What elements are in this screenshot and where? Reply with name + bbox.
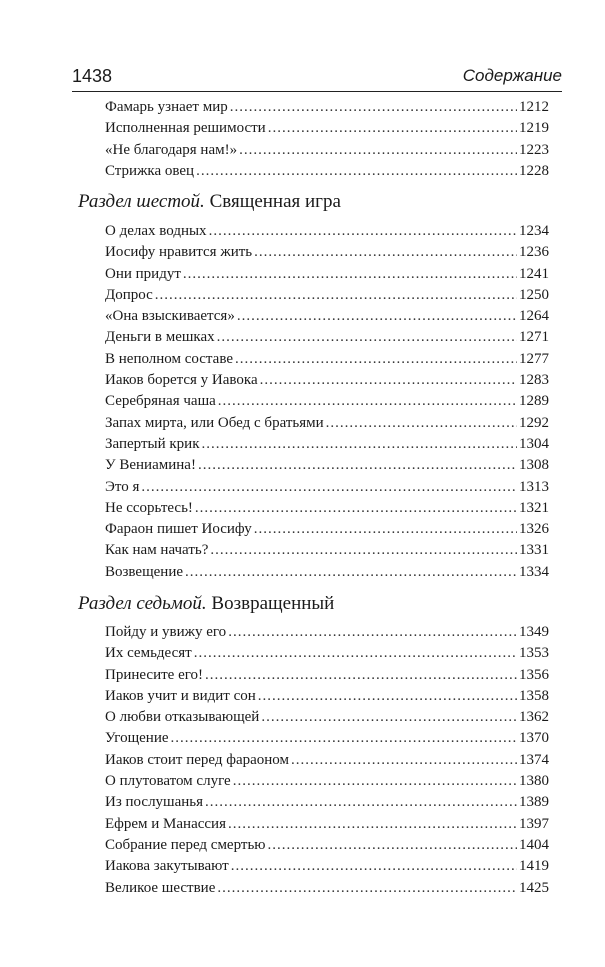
toc-section-six-list xyxy=(105,221,549,583)
toc-entry-page-number: 1236 xyxy=(519,244,549,261)
dot-leader xyxy=(326,413,517,434)
dot-leader xyxy=(185,562,517,583)
toc-entry xyxy=(105,519,549,540)
dot-leader xyxy=(171,728,517,749)
toc-entry-page-number: 1313 xyxy=(519,478,549,495)
toc-entry-title: Ефрем и Манассия xyxy=(105,815,226,832)
toc-entry xyxy=(105,349,549,370)
toc-entry xyxy=(105,477,549,498)
toc-entry-title: Их семьдесят xyxy=(105,645,192,662)
toc-entry xyxy=(105,391,549,412)
toc-entry-page-number: 1380 xyxy=(519,773,549,790)
toc-entry-page-number: 1223 xyxy=(519,141,549,158)
toc-entry-title: Великое шествие xyxy=(105,879,216,896)
toc-entry xyxy=(105,665,549,686)
dot-leader xyxy=(205,665,517,686)
dot-leader xyxy=(291,750,517,771)
toc-entry-title: «Не благодаря нам!» xyxy=(105,141,238,158)
dot-leader xyxy=(237,306,517,327)
toc-entry-page-number: 1389 xyxy=(519,794,549,811)
toc-entry xyxy=(105,161,549,182)
toc-entry-page-number: 1308 xyxy=(519,457,549,474)
toc-entry-page-number: 1326 xyxy=(519,521,549,538)
toc-entry-title: Возвещение xyxy=(105,563,184,580)
toc-entry-page-number: 1234 xyxy=(519,223,549,239)
toc-entry-page-number: 1404 xyxy=(519,836,549,853)
toc-entry xyxy=(105,97,549,118)
toc-entry xyxy=(105,221,549,242)
toc-entry-title: Фараон пишет Иосифу xyxy=(105,521,252,538)
page-header xyxy=(72,64,562,88)
toc-entry-page-number: 1228 xyxy=(519,162,549,179)
dot-leader xyxy=(217,327,517,348)
toc-entry-title: Это я xyxy=(105,478,140,495)
toc-entry-title: Иосифу нравится жить xyxy=(105,244,253,261)
toc-entry xyxy=(105,370,549,391)
toc-entry-page-number: 1212 xyxy=(519,99,549,115)
toc-entry xyxy=(105,771,549,792)
toc-entry xyxy=(105,686,549,707)
dot-leader xyxy=(183,264,517,285)
toc-entry xyxy=(105,118,549,139)
toc-entry-page-number: 1271 xyxy=(519,329,549,346)
toc-entry-title: Как нам начать? xyxy=(105,542,209,559)
toc-entry-page-number: 1362 xyxy=(519,709,549,726)
toc-entry-title: Исполненная решимости xyxy=(105,120,266,137)
dot-leader xyxy=(217,878,517,899)
toc-entry-title: «Она взыскивается» xyxy=(105,308,235,325)
toc-entry-title: Запертый крик xyxy=(105,435,200,452)
toc-entry-page-number: 1353 xyxy=(519,645,549,662)
dot-leader xyxy=(218,391,517,412)
dot-leader xyxy=(205,792,517,813)
toc-entry-title: Иаков стоит перед фараоном xyxy=(105,751,289,768)
toc-entry xyxy=(105,540,549,561)
toc-entry-title: Не ссорьтесь! xyxy=(105,499,193,516)
header-rule xyxy=(72,91,562,92)
dot-leader xyxy=(233,771,517,792)
toc-entry xyxy=(105,434,549,455)
toc-entry-title: Угощение xyxy=(105,730,169,747)
dot-leader xyxy=(228,622,517,643)
toc-entry-page-number: 1277 xyxy=(519,350,549,367)
toc-entry-title: О любви отказывающей xyxy=(105,709,260,726)
dot-leader xyxy=(254,242,517,263)
toc-entry-title: Из послушанья xyxy=(105,794,204,811)
toc-entry xyxy=(105,285,549,306)
toc-entry-title: Стрижка овец xyxy=(105,162,195,179)
toc-entry-title: Иаков учит и видит сон xyxy=(105,687,256,704)
dot-leader xyxy=(228,814,517,835)
toc-entry xyxy=(105,242,549,263)
toc-entry-page-number: 1334 xyxy=(519,563,549,580)
toc-entry-title: Серебряная чаша xyxy=(105,393,216,410)
toc-entry-title: В неполном составе xyxy=(105,350,233,367)
dot-leader xyxy=(268,118,517,139)
toc-entry xyxy=(105,498,549,519)
dot-leader xyxy=(260,370,517,391)
toc-entry xyxy=(105,562,549,583)
toc-entry xyxy=(105,413,549,434)
toc-entry xyxy=(105,707,549,728)
toc-entry xyxy=(105,856,549,877)
toc-entry xyxy=(105,622,549,643)
toc-entry xyxy=(105,792,549,813)
toc-entry xyxy=(105,728,549,749)
toc-entry-page-number: 1241 xyxy=(519,265,549,282)
toc-entry-title: Допрос xyxy=(105,286,153,303)
toc-entry-title: У Вениамина! xyxy=(105,457,196,474)
toc-entry-title: Принесите его! xyxy=(105,666,203,683)
section-six-title: Священная игра xyxy=(209,191,341,212)
toc-entry xyxy=(105,643,549,664)
dot-leader xyxy=(261,707,517,728)
dot-leader xyxy=(201,434,517,455)
toc-entry xyxy=(105,306,549,327)
toc-entry-page-number: 1356 xyxy=(519,666,549,683)
section-heading-six xyxy=(78,190,341,214)
toc-entry-page-number: 1219 xyxy=(519,120,549,137)
toc-entry-page-number: 1331 xyxy=(519,542,549,559)
dot-leader xyxy=(239,140,517,161)
toc-entry-page-number: 1289 xyxy=(519,393,549,410)
running-title: Содержание xyxy=(462,66,562,85)
toc-entry-page-number: 1283 xyxy=(519,372,549,389)
toc-entry-title: Иакова закутывают xyxy=(105,858,229,875)
toc-entry xyxy=(105,814,549,835)
dot-leader xyxy=(258,686,517,707)
toc-entry-page-number: 1304 xyxy=(519,435,549,452)
toc-entry-page-number: 1349 xyxy=(519,624,549,640)
dot-leader xyxy=(196,161,517,182)
section-six-prefix: Раздел шестой. xyxy=(78,191,205,212)
toc-entry xyxy=(105,750,549,771)
toc-entry-page-number: 1374 xyxy=(519,751,549,768)
toc-entry-page-number: 1419 xyxy=(519,858,549,875)
toc-entry-page-number: 1425 xyxy=(519,879,549,896)
toc-entry-title: Иаков борется у Иавока xyxy=(105,372,258,389)
page-number: 1438 xyxy=(72,66,113,86)
toc-entry-title: О плутоватом слуге xyxy=(105,773,231,790)
dot-leader xyxy=(198,455,517,476)
toc-entry-page-number: 1264 xyxy=(519,308,549,325)
dot-leader xyxy=(231,856,517,877)
dot-leader xyxy=(194,643,517,664)
dot-leader xyxy=(155,285,517,306)
dot-leader xyxy=(254,519,517,540)
section-heading-seven xyxy=(78,592,334,616)
toc-entry-page-number: 1397 xyxy=(519,815,549,832)
toc-entry-page-number: 1292 xyxy=(519,414,549,431)
dot-leader xyxy=(230,97,517,118)
toc-entry xyxy=(105,835,549,856)
toc-entry-title: О делах водных xyxy=(105,223,207,239)
dot-leader xyxy=(141,477,517,498)
toc-entry xyxy=(105,878,549,899)
dot-leader xyxy=(210,540,517,561)
toc-entry xyxy=(105,327,549,348)
toc-entry-title: Деньги в мешках xyxy=(105,329,215,346)
toc-entry-page-number: 1370 xyxy=(519,730,549,747)
section-seven-title: Возвращенный xyxy=(211,593,335,614)
toc-entry-title: Собрание перед смертью xyxy=(105,836,266,853)
section-seven-prefix: Раздел седьмой. xyxy=(78,593,207,614)
toc-entry-page-number: 1358 xyxy=(519,687,549,704)
toc-entry-title: Фамарь узнает мир xyxy=(105,99,228,115)
toc-entry xyxy=(105,140,549,161)
toc-continued-list xyxy=(105,97,549,182)
dot-leader xyxy=(235,349,517,370)
toc-section-seven-list xyxy=(105,622,549,899)
toc-entry xyxy=(105,264,549,285)
dot-leader xyxy=(268,835,518,856)
toc-entry-page-number: 1321 xyxy=(519,499,549,516)
dot-leader xyxy=(209,221,517,242)
dot-leader xyxy=(195,498,517,519)
toc-entry-title: Пойду и увижу его xyxy=(105,624,227,640)
toc-entry-title: Запах мирта, или Обед с братьями xyxy=(105,414,324,431)
toc-entry-page-number: 1250 xyxy=(519,286,549,303)
toc-entry xyxy=(105,455,549,476)
toc-entry-title: Они придут xyxy=(105,265,181,282)
